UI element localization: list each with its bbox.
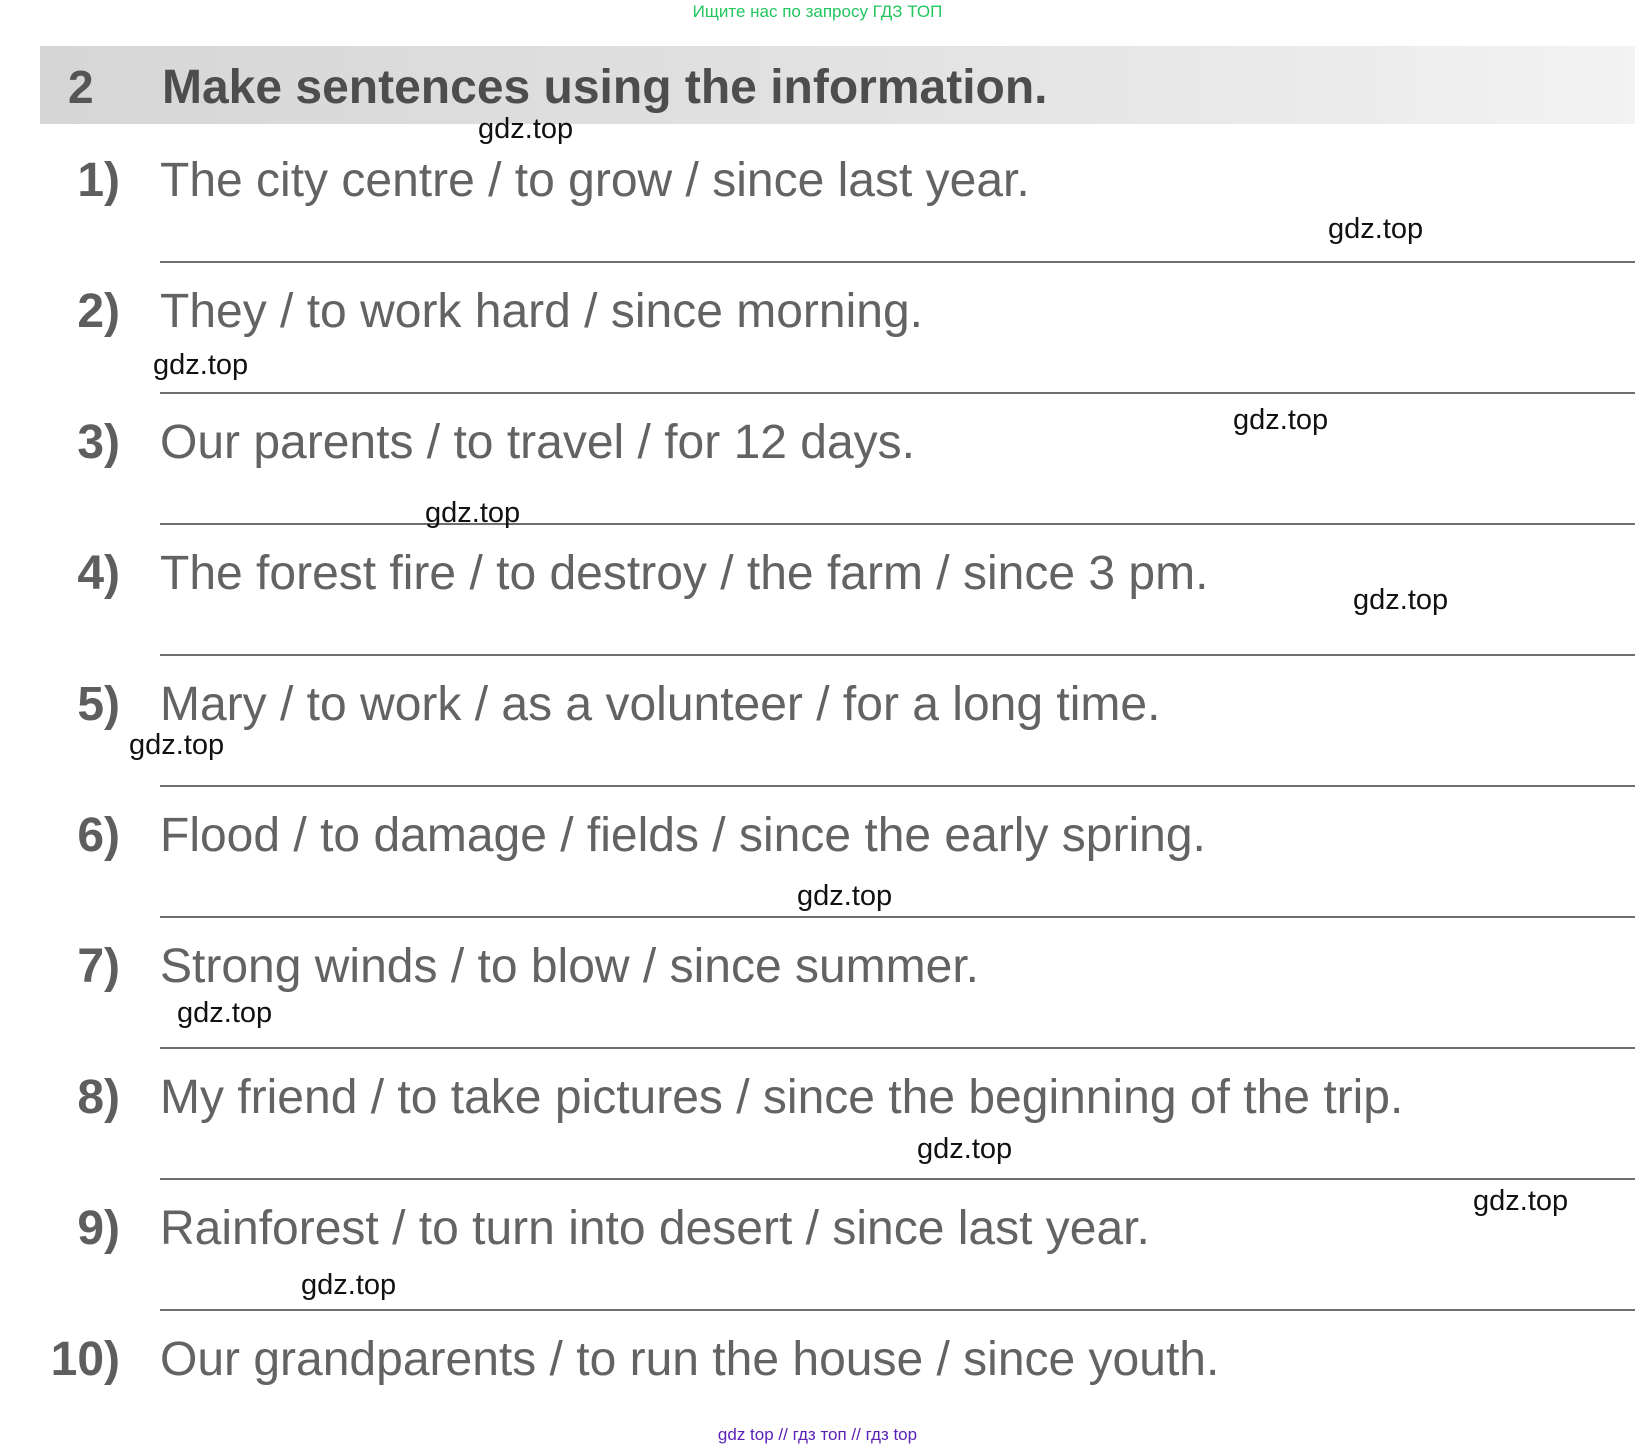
top-banner: Ищите нас по запросу ГДЗ ТОП [692,2,943,21]
watermark: gdz.top [1328,213,1424,245]
watermark: gdz.top [425,497,521,529]
watermark: gdz.top [1353,584,1449,616]
item-number: 3) [77,416,120,469]
watermark: gdz.top [177,997,273,1029]
watermark: gdz.top [478,113,574,145]
exercise-item [0,1312,1635,1443]
item-prompt: They / to work hard / since morning. [160,285,923,338]
answer-line[interactable] [160,654,1635,656]
item-number: 9) [77,1202,120,1255]
watermark: gdz.top [153,349,249,381]
answer-line[interactable] [160,916,1635,918]
item-prompt: The forest fire / to destroy / the farm / since 3 pm. [160,547,1209,600]
watermark: gdz.top [797,880,893,912]
answer-line[interactable] [160,1309,1635,1311]
item-number: 10) [50,1333,120,1386]
item-number: 7) [77,940,120,993]
footer-text: gdz top // гдз топ // гдз top [717,1425,918,1444]
item-prompt: Strong winds / to blow / since summer. [160,940,979,993]
item-prompt: Our grandparents / to run the house / since youth. [160,1333,1220,1386]
watermark: gdz.top [301,1269,397,1301]
item-number: 6) [77,809,120,862]
item-prompt: Rainforest / to turn into desert / since last year. [160,1202,1150,1255]
exercise-item [0,395,1635,526]
watermark: gdz.top [1233,404,1329,436]
watermark: gdz.top [129,729,225,761]
answer-line[interactable] [160,1047,1635,1049]
exercise-item [0,919,1635,1050]
answer-line[interactable] [160,392,1635,394]
item-number: 8) [77,1071,120,1124]
exercise-item [0,657,1635,788]
item-number: 4) [77,547,120,600]
exercise-number: 2 [68,61,94,113]
item-prompt: Flood / to damage / fields / since the early spring. [160,809,1206,862]
watermark: gdz.top [917,1133,1013,1165]
answer-line[interactable] [160,785,1635,787]
item-number: 1) [77,154,120,207]
answer-line[interactable] [160,523,1635,525]
exercise-title: Make sentences using the information. [162,61,1048,114]
item-prompt: My friend / to take pictures / since the beginning of the trip. [160,1071,1404,1124]
item-number: 2) [77,285,120,338]
item-number: 5) [77,678,120,731]
answer-line[interactable] [160,1178,1635,1180]
item-prompt: Our parents / to travel / for 12 days. [160,416,916,469]
item-prompt: Mary / to work / as a volunteer / for a long time. [160,678,1161,731]
exercise-item [0,1181,1635,1312]
exercise-item [0,1050,1635,1181]
answer-line[interactable] [160,261,1635,263]
watermark: gdz.top [1473,1185,1569,1217]
item-prompt: The city centre / to grow / since last year. [160,154,1030,207]
